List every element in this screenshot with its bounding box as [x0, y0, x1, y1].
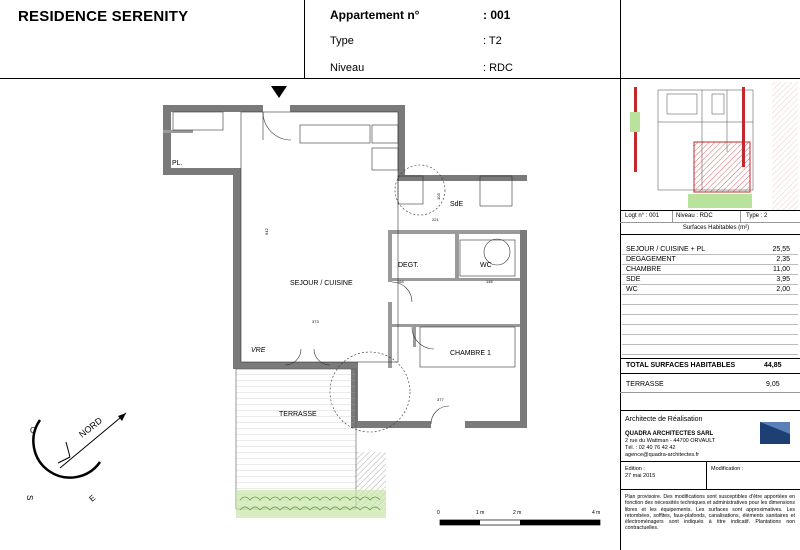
interior-walls — [163, 130, 520, 368]
compass-e: E — [87, 493, 98, 504]
panel-separator — [620, 0, 621, 550]
header-divider — [0, 78, 800, 79]
room-label-vre: VRE — [251, 347, 266, 354]
floor-plan — [0, 80, 618, 548]
edition-label: Edition : — [625, 466, 645, 472]
room-label-placard: PL. — [172, 160, 183, 167]
surface-row — [622, 255, 798, 265]
surface-row — [622, 265, 798, 275]
surface-value: 11,00 — [773, 266, 790, 273]
surface-row — [622, 275, 798, 285]
apartment-label: Appartement n° — [330, 8, 420, 22]
room-label-degt: DEGT. — [398, 262, 419, 269]
room-label-terrasse: TERRASSE — [279, 411, 317, 418]
surface-value: 2,35 — [776, 256, 790, 263]
type-label: Type — [330, 35, 354, 47]
compass-o: O — [30, 426, 37, 435]
architect-logo — [760, 422, 790, 444]
level-value: : RDC — [483, 62, 513, 74]
surface-row — [622, 285, 798, 295]
terrasse-value: 9,05 — [766, 381, 780, 388]
apartment-location-highlight — [694, 142, 750, 192]
compass-s: S — [25, 495, 34, 501]
scale-label-1: 1 m — [476, 510, 485, 516]
apartment-value: : 001 — [483, 8, 511, 22]
surfaces-title: Surfaces Habitables (m²) — [682, 225, 750, 231]
level-label: Niveau — [330, 62, 365, 74]
total-value: 44,85 — [764, 362, 782, 369]
panel-niveau: Niveau : RDC — [676, 213, 713, 219]
type-value: : T2 — [483, 35, 502, 47]
dim-sejour-width: 373 — [312, 319, 319, 324]
terrace-area — [236, 369, 356, 509]
dim-wc-width: 146 — [486, 279, 493, 284]
room-label-chambre: CHAMBRE 1 — [450, 350, 491, 357]
disclaimer: Plan provisoire. Des modifications sont susceptibles d'être apportées en fonction des nécessités techniques et administratives pour les dimensions libres et les équipements. Les surfaces sont approximatives. Les retombées, soffites, faux-plafonds, canalisations, éléments sanitaires et électroménagers sont indiqués à titre indicatif. Plantations non contractuelles. — [625, 494, 795, 532]
dim-chambre-width: 377 — [437, 397, 444, 402]
room-label-sejour: SEJOUR / CUISINE — [290, 280, 353, 287]
dim-sejour-height: 642 — [264, 228, 269, 235]
scale-label-0: 0 — [437, 510, 440, 516]
surface-label: CHAMBRE — [626, 266, 662, 273]
surface-value: 25,55 — [772, 246, 790, 253]
total-label: TOTAL SURFACES HABITABLES — [626, 362, 736, 369]
edition-date: 27 mai 2015 — [625, 473, 656, 479]
room-label-wc: WC — [480, 262, 492, 269]
surface-label: SEJOUR / CUISINE + PL — [626, 246, 706, 253]
panel-type: Type : 2 — [746, 213, 768, 219]
scale-label-4: 4 m — [592, 510, 601, 516]
compass — [25, 413, 126, 504]
surface-label: SDE — [626, 276, 641, 283]
surface-value: 2,00 — [776, 286, 790, 293]
dim-sde-2: 221 — [432, 217, 439, 222]
situation-map — [622, 82, 798, 210]
planting-area — [236, 490, 386, 518]
architect-name: QUADRA ARCHITECTES SARL — [625, 431, 714, 437]
architect-email: agence@quadra-architectes.fr — [625, 452, 700, 458]
entrance-arrow — [271, 86, 287, 98]
panel-logt: Logt n° : 001 — [625, 213, 660, 219]
surface-row — [622, 245, 798, 255]
residence-title: RESIDENCE SERENITY — [18, 8, 189, 25]
architect-address: 2 rue du Wattman - 44700 ORVAULT — [625, 438, 716, 444]
surface-label: DEGAGEMENT — [626, 256, 676, 263]
compass-north: NORD — [77, 415, 105, 440]
terrasse-label: TERRASSE — [626, 381, 664, 388]
dim-degt-width: 164 — [397, 279, 404, 284]
scale-bar — [437, 510, 600, 525]
scale-label-2: 2 m — [513, 510, 522, 516]
modification-label: Modification : — [711, 466, 744, 472]
surface-value: 3,95 — [776, 276, 790, 283]
room-label-sde: SdE — [450, 201, 464, 208]
header-separator-left — [304, 0, 305, 79]
architect-heading: Architecte de Réalisation — [625, 416, 703, 423]
dim-sde: 103 — [436, 193, 441, 200]
surface-label: WC — [626, 286, 638, 293]
architect-tel: Tél. : 02 40 76 42 42 — [625, 445, 676, 451]
